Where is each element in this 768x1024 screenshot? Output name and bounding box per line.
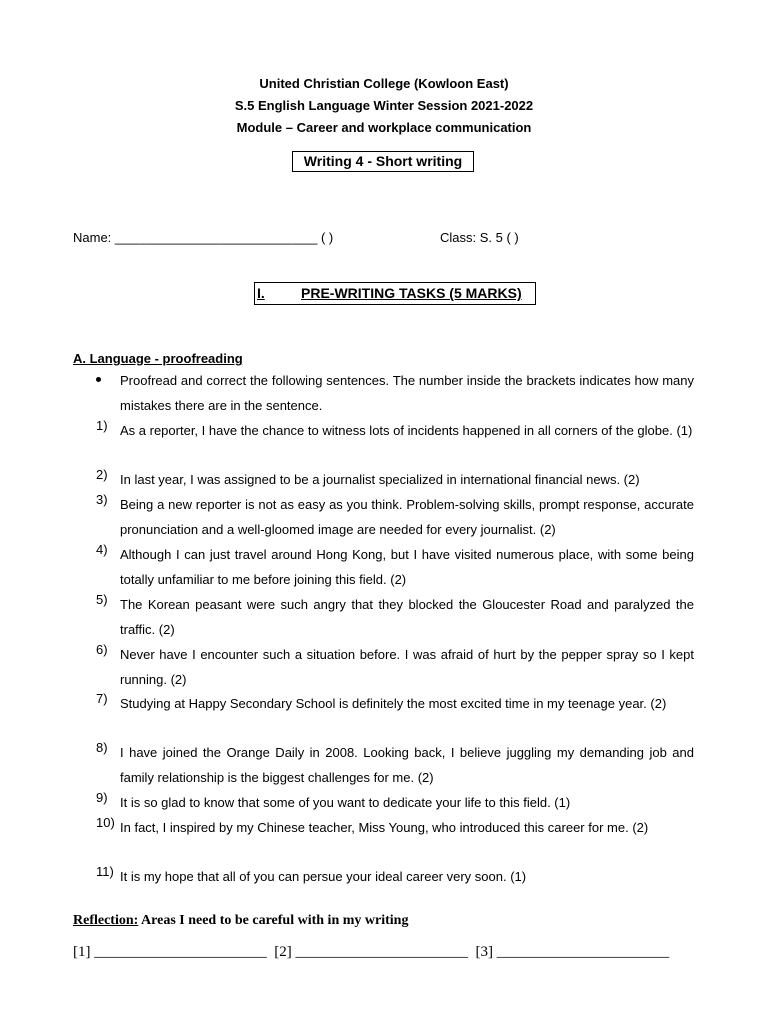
instruction-text: Proofread and correct the following sentences. The number inside the brackets indicates how many mistakes there are in the sentence. [120, 373, 694, 413]
session-title: S.5 English Language Winter Session 2021-2022 [234, 98, 534, 113]
item-text: Being a new reporter is not as easy as you think. Problem-solving skills, prompt response, accurate pronunciation and a well-gloomed image are needed for every journalist. (2) [120, 497, 694, 537]
part-a-heading: A. Language - proofreading [73, 351, 243, 366]
item-number: 4) [96, 542, 108, 557]
list-item [73, 691, 694, 716]
instruction-item [73, 368, 694, 418]
item-text: Never have I encounter such a situation before. I was afraid of hurt by the pepper spray so I kept running. (2) [120, 647, 694, 687]
item-number: 11) [96, 864, 114, 879]
reflection-heading [73, 913, 408, 929]
item-text: It is so glad to know that some of you want to dedicate your life to this field. (1) [120, 795, 571, 810]
module-title: Module – Career and workplace communication [236, 120, 532, 135]
reflection-blanks: [1] _______________________ [2] _______________________ [3] _______________________ [73, 944, 670, 960]
item-text: As a reporter, I have the chance to witness lots of incidents happened in all corners of the globe. (1) [120, 423, 693, 438]
list-item [73, 864, 694, 889]
item-number: 8) [96, 740, 108, 755]
item-number: 7) [96, 691, 108, 706]
list-item [73, 418, 694, 443]
item-text: Although I can just travel around Hong Kong, but I have visited numerous place, with some being totally unfamiliar to me before joining this field. (2) [120, 547, 694, 587]
item-number: 6) [96, 642, 108, 657]
item-text: In fact, I inspired by my Chinese teacher, Miss Young, who introduced this career for me. (2) [120, 820, 649, 835]
list-item [73, 815, 694, 840]
section-heading [254, 282, 536, 305]
reflection-label: Reflection: [73, 913, 139, 928]
list-item [73, 790, 694, 815]
item-text: It is my hope that all of you can persue your ideal career very soon. (1) [120, 869, 527, 884]
item-number: 10) [96, 815, 115, 830]
worksheet-title: Writing 4 - Short writing [292, 151, 474, 172]
item-number: 2) [96, 467, 108, 482]
list-item [73, 642, 694, 692]
item-text: The Korean peasant were such angry that they blocked the Gloucester Road and paralyzed the traffic. (2) [120, 597, 694, 637]
list-item [73, 740, 694, 790]
section-title: PRE-WRITING TASKS (5 MARKS) [301, 285, 522, 301]
item-text: I have joined the Orange Daily in 2008. Looking back, I believe juggling my demanding job and family relationship is the biggest challenges for me. (2) [120, 745, 694, 785]
list-item [73, 492, 694, 542]
item-number: 9) [96, 790, 108, 805]
school-name: United Christian College (Kowloon East) [259, 76, 509, 91]
item-number: 5) [96, 592, 108, 607]
class-line: Class: S. 5 ( ) [440, 230, 519, 245]
list-item [73, 592, 694, 642]
item-number: 1) [96, 418, 108, 433]
section-number: I. [257, 285, 265, 301]
reflection-text: Areas I need to be careful with in my writing [138, 913, 409, 928]
item-text: Studying at Happy Secondary School is definitely the most excited time in my teenage year. (2) [120, 696, 667, 711]
name-line: Name: ____________________________ ( ) [73, 230, 334, 245]
list-item [73, 467, 694, 492]
list-item [73, 542, 694, 592]
bullet-icon [96, 377, 101, 382]
item-text: In last year, I was assigned to be a journalist specialized in international financial news. (2) [120, 472, 640, 487]
item-number: 3) [96, 492, 108, 507]
